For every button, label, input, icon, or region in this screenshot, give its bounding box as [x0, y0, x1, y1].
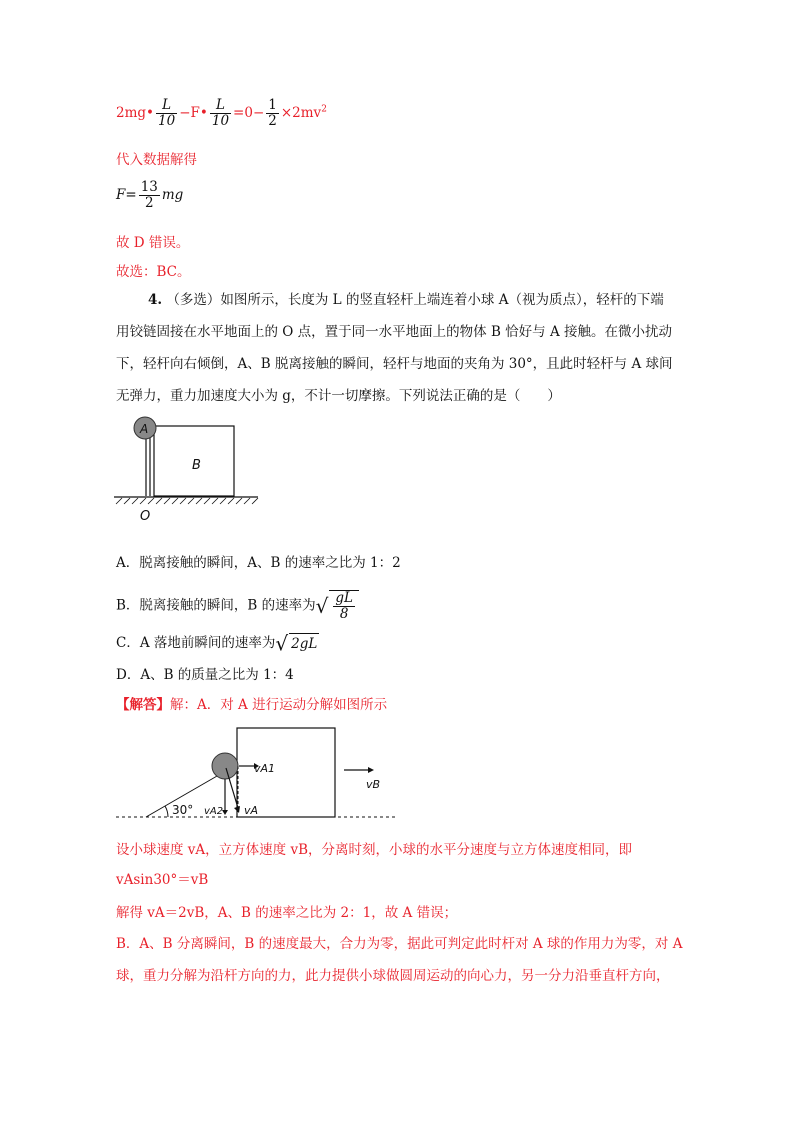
solution-line3: 解得 vA＝2vB，A、B 的速率之比为 2：1，故 A 错误； [116, 905, 458, 921]
vb-arrowhead [368, 767, 374, 773]
option-c: C．A 落地前瞬间的速率为√ 2gL [116, 631, 318, 656]
velocity-decomposition-figure [116, 722, 396, 822]
va-label: vA [244, 804, 259, 817]
substitute-line: 代入数据解得 [116, 152, 197, 168]
solution-line5: 球，重力分解为沿杆方向的力，此力提供小球做圆周运动的向心力，另一分力沿垂直杆方向， [116, 968, 670, 984]
question-number: 4. [148, 292, 163, 308]
answer-choice: 故选：BC。 [116, 264, 191, 280]
option-a: A．脱离接触的瞬间，A、B 的速率之比为 1：2 [116, 555, 401, 571]
ground-hatch [116, 498, 258, 504]
answer-heading: 【解答】解：A．对 A 进行运动分解如图所示 [116, 697, 388, 713]
va2-label: vA2 [204, 806, 224, 817]
fraction-half: $\frac{1}{2}$ [268, 97, 277, 129]
question-4-line2: 用铰链固接在水平地面上的 O 点，置于同一水平地面上的物体 B 恰好与 A 接触。在微小扰动 [116, 324, 672, 340]
solution-line4: B．A、B 分离瞬间，B 的速度最大，合力为零，据此可判定此时杆对 A 球的作用力为零，对 A [116, 936, 683, 952]
question-4-line3: 下，轻杆向右倾倒，A、B 脱离接触的瞬间，轻杆与地面的夹角为 30°，且此时轻杆与 A 球间 [116, 356, 673, 372]
angle-arc [165, 806, 168, 817]
energy-equation: 2mg• $\frac{L}{10}$ −F• $\frac{L}{10}$ =0− $\frac{1}{2}$ $\times 2mv^2$ [116, 97, 327, 129]
label-b: B [192, 458, 201, 473]
angle-label: 30° [172, 803, 194, 817]
question-4-line4: 无弹力，重力加速度大小为 g，不计一切摩擦。下列说法正确的是（ ） [116, 388, 561, 404]
solution-line2: vAsin30°＝vB [116, 872, 209, 888]
fraction-l-10: $\frac{L}{10}$ [158, 97, 176, 129]
question-4-line1: 4. （多选）如图所示，长度为 L 的竖直轻杆上端连着小球 A（视为质点），轻杆的下端 [148, 292, 664, 308]
option-d: D．A、B 的质量之比为 1：4 [116, 667, 294, 683]
label-a: A [140, 422, 149, 436]
force-result-equation: F= $\frac{13}{2}$ mg [116, 179, 184, 211]
ball-a [212, 753, 238, 779]
fraction-l-10: $\frac{L}{10}$ [211, 97, 230, 129]
label-o: O [140, 509, 151, 524]
vb-label: vB [366, 778, 381, 791]
conclusion-d: 故 D 错误。 [116, 235, 190, 251]
question-figure [112, 412, 262, 524]
solution-line1: 设小球速度 vA，立方体速度 vB，分离时刻，小球的水平分速度与立方体速度相同，即 [116, 842, 633, 858]
va1-label: vA1 [254, 762, 276, 775]
option-b: B．脱离接触的瞬间，B 的速率为√ $\frac{gL}{8}$ [116, 590, 359, 622]
